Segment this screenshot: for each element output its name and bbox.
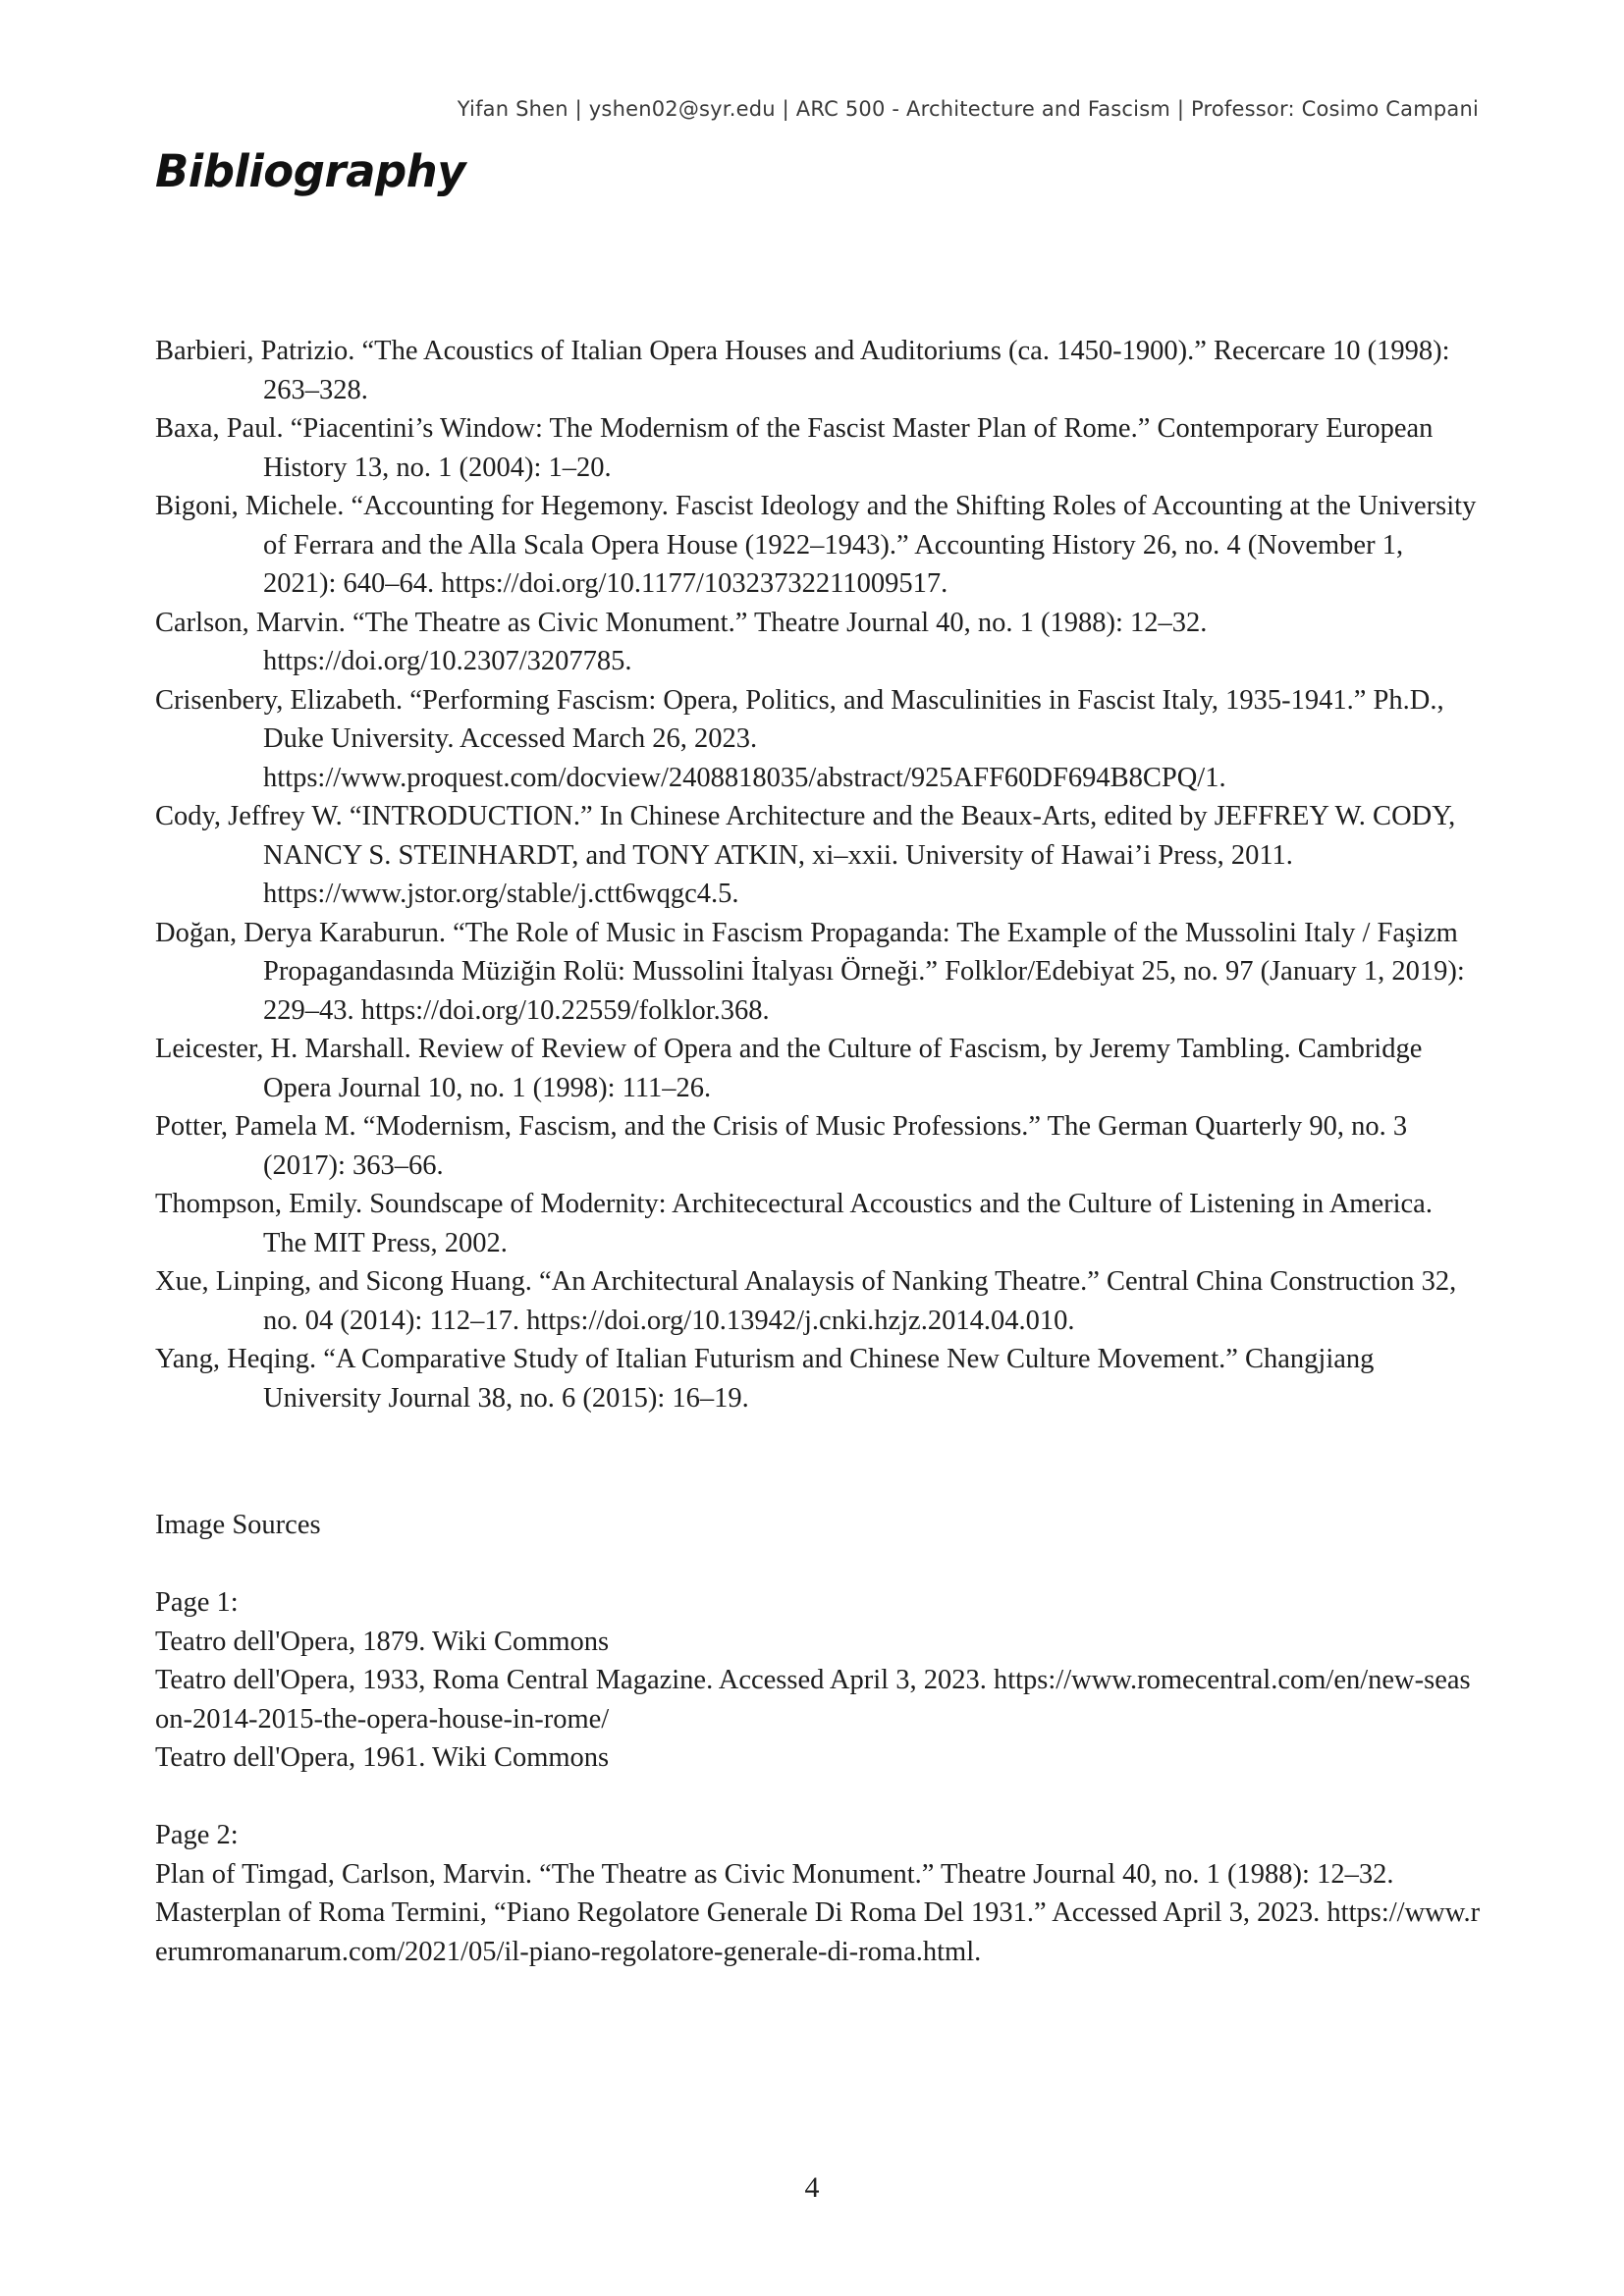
image-sources-heading: Image Sources: [155, 1510, 321, 1540]
bibliography-entry: Potter, Pamela M. “Modernism, Fascism, and the Crisis of Music Professions.” The German Quarterly 90, no. 3 (2017): 363–66.: [155, 1111, 1408, 1181]
bibliography-entry: Baxa, Paul. “Piacentini’s Window: The Modernism of the Fascist Master Plan of Rome.” Contemporary European History 13, no. 1 (2004): 1–20.: [155, 413, 1434, 483]
image-source-item: Plan of Timgad, Carlson, Marvin. “The Theatre as Civic Monument.” Theatre Journal 40, no. 1 (1988): 12–32.: [155, 1858, 1394, 1890]
bibliography-list: [155, 332, 1481, 1417]
page-number: 4: [804, 2171, 820, 2204]
image-source-item: Teatro dell'Opera, 1879. Wiki Commons: [155, 1626, 610, 1657]
image-sources-page-2: [155, 1816, 1481, 1971]
image-source-item: Masterplan of Roma Termini, “Piano Regolatore Generale Di Roma Del 1931.” Accessed April 3, 2023. https://www.rerumromanarum.com/2021/05/il-piano-regolatore-generale-di-roma.html.: [155, 1897, 1481, 1967]
image-sources-page-1: [155, 1583, 1481, 1778]
image-source-list: [155, 1623, 1481, 1778]
bibliography-entry: Leicester, H. Marshall. Review of Review of Opera and the Culture of Fascism, by Jeremy Tambling. Cambridge Opera Journal 10, no. 1 (1998): 111–26.: [155, 1034, 1423, 1103]
bibliography-entry: Crisenbery, Elizabeth. “Performing Fascism: Opera, Politics, and Masculinities in Fascist Italy, 1935-1941.” Ph.D., Duke University. Accessed March 26, 2023. https://www.proquest.com/docview/2408818035/abstract/925AFF60DF694B8CPQ/1.: [155, 684, 1444, 793]
bibliography-entry: Yang, Heqing. “A Comparative Study of Italian Futurism and Chinese New Culture Movement.” Changjiang University Journal 38, no. 6 (2015): 16–19.: [155, 1344, 1375, 1414]
image-source-item: Teatro dell'Opera, 1961. Wiki Commons: [155, 1742, 610, 1773]
bibliography-entry: Carlson, Marvin. “The Theatre as Civic Monument.” Theatre Journal 40, no. 1 (1988): 12–32. https://doi.org/10.2307/3207785.: [155, 607, 1208, 676]
image-source-item: Teatro dell'Opera, 1933, Roma Central Magazine. Accessed April 3, 2023. https://www.romecentral.com/en/new-season-2014-2015-the-opera-house-in-rome/: [155, 1665, 1471, 1735]
bibliography-entry: Bigoni, Michele. “Accounting for Hegemony. Fascist Ideology and the Shifting Roles of Accounting at the University of Ferrara and the Alla Scala Opera House (1922–1943).” Accounting History 26, no. 4 (November 1, 2021): 640–64. https://doi.org/10.1177/10323732211009517.: [155, 491, 1477, 599]
page-label: Page 2:: [155, 1820, 239, 1850]
bibliography-entry: Barbieri, Patrizio. “The Acoustics of Italian Opera Houses and Auditoriums (ca. 1450-1900).” Recercare 10 (1998): 263–328.: [155, 336, 1450, 405]
bibliography-entry: Cody, Jeffrey W. “INTRODUCTION.” In Chinese Architecture and the Beaux-Arts, edited by JEFFREY W. CODY, NANCY S. STEINHARDT, and TONY ATKIN, xi–xxii. University of Hawai’i Press, 2011. https://www.jstor.org/stable/j.ctt6wqgc4.5.: [155, 801, 1456, 909]
image-source-list: [155, 1855, 1481, 1972]
bibliography-entry: Thompson, Emily. Soundscape of Modernity: Architecectural Accoustics and the Culture of Listening in America. The MIT Press, 2002.: [155, 1189, 1433, 1258]
document-body: [155, 332, 1481, 2010]
bibliography-entry: Doğan, Derya Karaburun. “The Role of Music in Fascism Propaganda: The Example of the Mussolini Italy / Faşizm Propagandasında Müziğin Rolü: Mussolini İtalyası Örneği.” Folklor/Edebiyat 25, no. 97 (January 1, 2019): 229–43. https://doi.org/10.22559/folklor.368.: [155, 917, 1465, 1026]
bibliography-entry: Xue, Linping, and Sicong Huang. “An Architectural Analaysis of Nanking Theatre.” Central China Construction 32, no. 04 (2014): 112–17. https://doi.org/10.13942/j.cnki.hzjz.2014.04.010.: [155, 1266, 1457, 1336]
running-header: Yifan Shen | yshen02@syr.edu | ARC 500 - Architecture and Fascism | Professor: Cosimo Campani: [457, 97, 1479, 121]
image-sources-section: [155, 1506, 1481, 1971]
page-label: Page 1:: [155, 1587, 239, 1618]
page-title: Bibliography: [155, 145, 466, 197]
